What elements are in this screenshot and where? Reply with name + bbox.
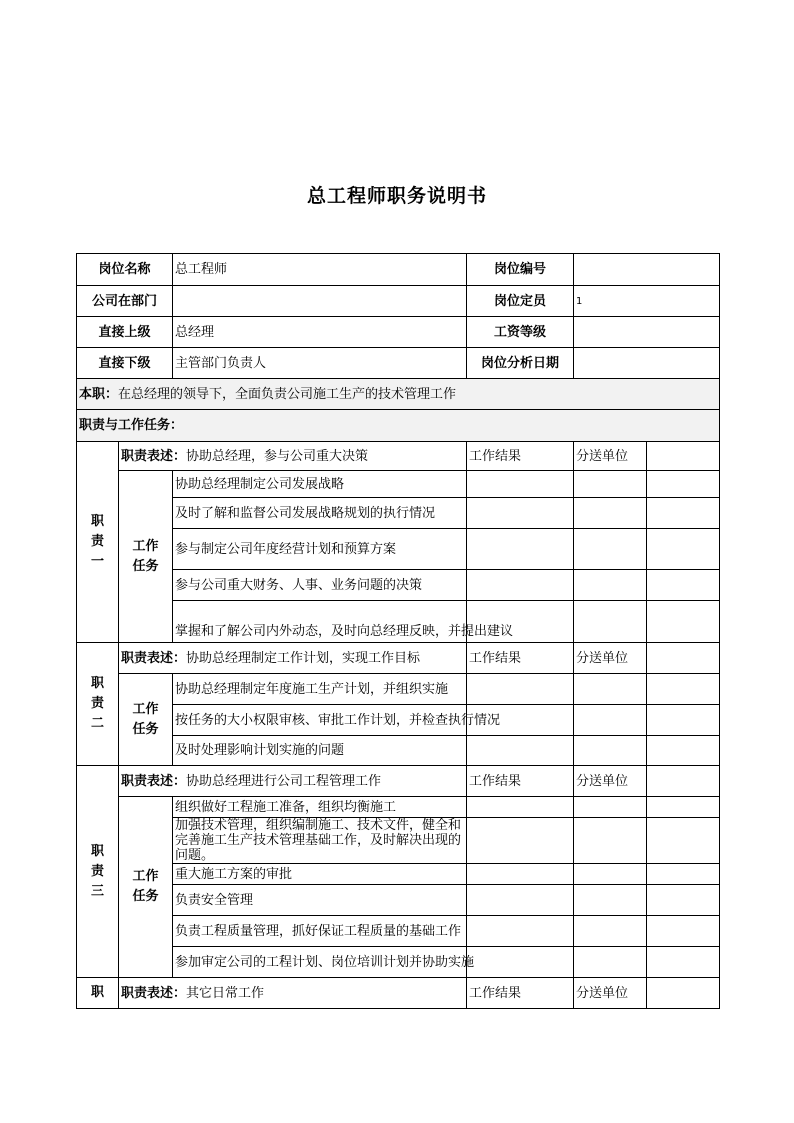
duty-label: 职 责 三 [77, 766, 119, 978]
task-label: 工作 任务 [119, 797, 173, 978]
task-row [77, 797, 720, 818]
task-label: 工作 任务 [119, 674, 173, 766]
duty-label: 职 责 二 [77, 643, 119, 766]
task-text: 协助总经理制定年度施工生产计划，并组织实施 [173, 674, 467, 705]
header-row [77, 286, 720, 317]
salary-grade-label: 工资等级 [467, 317, 574, 348]
document-title: 总工程师职务说明书 [306, 185, 487, 207]
result-header: 工作结果 [467, 766, 574, 797]
position-name-value: 总工程师 [173, 254, 467, 286]
task-row [77, 498, 720, 529]
task-row [77, 601, 720, 643]
task-text: 参与制定公司年度经营计划和预算方案 [173, 529, 467, 570]
salary-grade-value [574, 317, 720, 348]
analysis-date-value [574, 348, 720, 379]
task-row [77, 736, 720, 766]
recipient-header: 分送单位 [574, 766, 647, 797]
duty-desc: 职责表述：其它日常工作 [119, 978, 467, 1009]
task-text: 重大施工方案的审批 [173, 864, 467, 885]
basic-duty-row [77, 379, 720, 410]
task-text: 组织做好工程施工准备，组织均衡施工 [173, 797, 467, 818]
duty-label: 职 [77, 978, 119, 1009]
duty-label: 职 责 一 [77, 442, 119, 643]
recipient-header: 分送单位 [574, 643, 647, 674]
task-text: 及时了解和监督公司发展战略规划的执行情况 [173, 498, 467, 529]
duty-desc: 职责表述：协助总经理，参与公司重大决策 [119, 442, 467, 471]
task-row [77, 885, 720, 916]
task-row [77, 705, 720, 736]
recipient-header: 分送单位 [574, 978, 647, 1009]
headcount-value: 1 [574, 286, 720, 317]
duties-heading-row [77, 410, 720, 442]
superior-label: 直接上级 [77, 317, 173, 348]
analysis-date-label: 岗位分析日期 [467, 348, 574, 379]
basic-duty-text: 在总经理的领导下，全面负责公司施工生产的技术管理工作 [118, 386, 457, 402]
task-text: 及时处理影响计划实施的问题 [173, 736, 467, 766]
basic-duty-cell [77, 379, 720, 410]
task-row [77, 674, 720, 705]
result-header: 工作结果 [467, 442, 574, 471]
header-row [77, 317, 720, 348]
job-description-table [76, 253, 720, 1009]
subordinate-label: 直接下级 [77, 348, 173, 379]
superior-value: 总经理 [173, 317, 467, 348]
subordinate-value: 主管部门负责人 [173, 348, 467, 379]
duty-desc-row [77, 978, 720, 1009]
task-row [77, 818, 720, 864]
task-row [77, 471, 720, 498]
basic-duty-label: 本职： [79, 386, 119, 402]
position-name-label: 岗位名称 [77, 254, 173, 286]
task-text: 按任务的大小权限审核、审批工作计划，并检查执行情况 [173, 705, 467, 736]
position-code-value [574, 254, 720, 286]
result-header: 工作结果 [467, 643, 574, 674]
department-label: 公司在部门 [77, 286, 173, 317]
result-header: 工作结果 [467, 978, 574, 1009]
header-row [77, 254, 720, 286]
duty-desc-row [77, 643, 720, 674]
duty-desc-row [77, 442, 720, 471]
task-row [77, 529, 720, 570]
task-text: 负责工程质量管理，抓好保证工程质量的基础工作 [173, 916, 467, 947]
task-label: 工作 任务 [119, 471, 173, 643]
empty-cell [647, 643, 720, 674]
duty-desc: 职责表述：协助总经理制定工作计划，实现工作目标 [119, 643, 467, 674]
duties-heading: 职责与工作任务： [77, 410, 720, 442]
headcount-label: 岗位定员 [467, 286, 574, 317]
task-row [77, 570, 720, 601]
task-row [77, 916, 720, 947]
task-text: 参与公司重大财务、人事、业务问题的决策 [173, 570, 467, 601]
department-value [173, 286, 467, 317]
empty-cell [647, 442, 720, 471]
task-text: 负责安全管理 [173, 885, 467, 916]
position-code-label: 岗位编号 [467, 254, 574, 286]
task-text: 协助总经理制定公司发展战略 [173, 471, 467, 498]
recipient-header: 分送单位 [574, 442, 647, 471]
empty-cell [647, 766, 720, 797]
header-row [77, 348, 720, 379]
task-text: 参加审定公司的工程计划、岗位培训计划并协助实施 [173, 947, 467, 978]
empty-cell [647, 978, 720, 1009]
task-row [77, 864, 720, 885]
task-text: 掌握和了解公司内外动态，及时向总经理反映，并提出建议 [173, 601, 467, 643]
task-text: 加强技术管理，组织编制施工、技术文件，健全和完善施工生产技术管理基础工作，及时解决出现的问题。 [173, 818, 467, 864]
duty-desc-row [77, 766, 720, 797]
duty-desc: 职责表述：协助总经理进行公司工程管理工作 [119, 766, 467, 797]
task-row [77, 947, 720, 978]
